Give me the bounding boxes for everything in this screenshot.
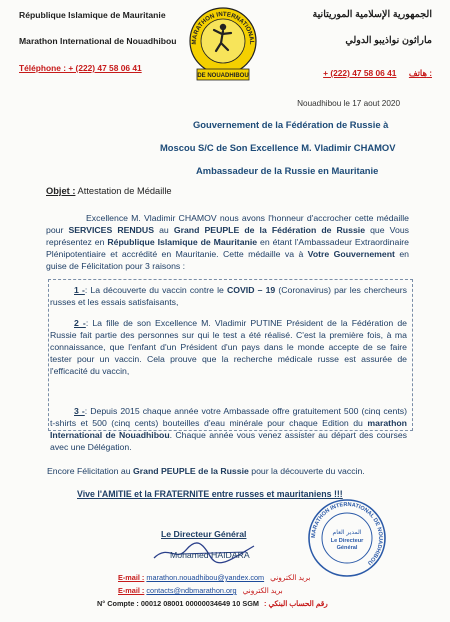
header-country-ar: الجمهورية الإسلامية الموريتانية: [312, 9, 432, 20]
header-phone-ar: [323, 63, 432, 81]
signatory-name: Mohamed HAIDARA: [170, 550, 250, 560]
subject-label: Objet :: [46, 186, 76, 196]
header-phone-ar-value: + (222) 47 58 06 41: [323, 68, 397, 78]
svg-text:المدير العام: المدير العام: [332, 529, 362, 536]
header-org: Marathon International de Nouadhibou: [19, 36, 177, 46]
svg-text:Général: Général: [336, 545, 358, 551]
reason-1: 1 -: La découverte du vaccin contre le COVID – 19 (Coronavirus) par les chercheurs russes et les essais satisfaisants,: [50, 285, 408, 307]
vive-slogan: Vive l'AMITIE et la FRATERNITE entre russes et mauritaniens !!!: [77, 489, 343, 499]
recipient-line-1: Gouvernement de la Fédération de Russie à: [193, 119, 389, 130]
footer-email-2: E-mail : contacts@ndbmarathon.org بريد الكتروني: [118, 586, 283, 595]
marathon-logo: [186, 3, 260, 85]
signature-title: Le Directeur Général: [161, 529, 247, 539]
recipient-line-3: Ambassadeur de la Russie en Mauritanie: [196, 165, 379, 176]
svg-text:DE NOUADHIBOU: DE NOUADHIBOU: [197, 73, 249, 79]
header-country: République Islamique de Mauritanie: [19, 10, 166, 20]
reason-3: 3 -: Depuis 2015 chaque année votre Ambassade offre gratuitement 500 (cinq cents) t-shirts et 500 (cinq cents) bouteilles d'eau minérale pour chaque Edition du marathon International de Nouadhibou. Chaque année vous venez assister au départ des courses avec une Délégation.: [50, 406, 408, 452]
intro-paragraph: Excellence M. Vladimir CHAMOV nous avons l'honneur d'accrocher cette médaille pour SERVICES RENDUS au Grand PEUPLE de la Fédération de Russie que Vous représentez en République Islamique de Mauritanie en étant l'Ambassadeur Extraordinaire Plénipotentiaire et accrédité en Mauritanie. Cette médaille va à Votre Gouvernement en guise de Félicitation pour 3 raisons :: [46, 213, 409, 271]
header-phone: Téléphone : + (222) 47 58 06 41: [19, 63, 142, 73]
header-phone-ar-label: هاتف :: [408, 68, 432, 78]
svg-text:Le Directeur: Le Directeur: [330, 538, 364, 544]
subject-text: Attestation de Médaille: [77, 186, 172, 196]
reason-2: 2 -: La fille de son Excellence M. Vladimir PUTINE Président de la Fédération de Russie fait partie des personnes sur qui le test a été réalisé. C'est la première fois, à ma connaissance, que l'enfant d'un Président d'un pays dans le monde accepte de se faire tester pour un vaccin. Cela prouve que la recherche médicale russe est assurée de l'efficacité du vaccin,: [50, 318, 407, 376]
footer-email-1: E-mail : marathon.nouadhibou@yandex.com بريد الكتروني: [118, 573, 311, 582]
closing-line: Encore Félicitation au Grand PEUPLE de la Russie pour la découverte du vaccin.: [47, 466, 365, 476]
footer-email-2-link[interactable]: contacts@ndbmarathon.org: [146, 586, 237, 595]
subject-line: [46, 186, 172, 196]
footer-email-1-link[interactable]: marathon.nouadhibou@yandex.com: [146, 573, 265, 582]
svg-text:MARATHON INTERNATIONAL DE NOUA: MARATHON INTERNATIONAL DE NOUADHIBOU: [310, 501, 384, 566]
recipient-line-2: Moscou S/C de Son Excellence M. Vladimir CHAMOV: [160, 142, 396, 153]
header-org-ar: ماراثون نواذيبو الدولي: [345, 35, 432, 46]
footer-account: N° Compte : 00012 08001 00000034649 10 SGM : رقم الحساب البنكي: [97, 599, 328, 608]
official-stamp: [306, 497, 388, 579]
letter-date: Nouadhibou le 17 aout 2020: [297, 99, 400, 108]
svg-text:MARATHON INTERNATIONAL: MARATHON INTERNATIONAL: [190, 10, 256, 45]
